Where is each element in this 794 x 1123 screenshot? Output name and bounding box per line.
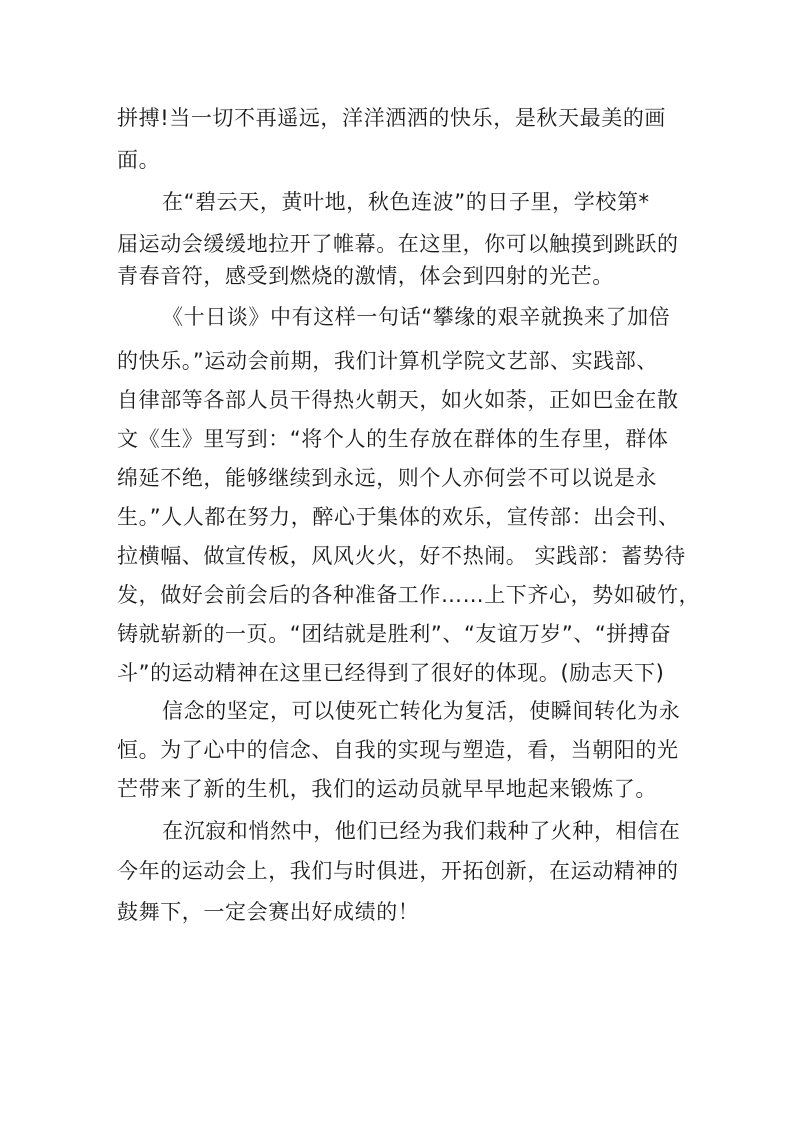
text-line: 芒带来了新的生机，我们的运动员就早早地起来锻炼了。 — [117, 777, 657, 801]
text-line: 自律部等各部人员干得热火朝天，如火如荼，正如巴金在散 — [117, 388, 679, 412]
paragraph-start-line: 信念的坚定，可以使死亡转化为复活，使瞬间转化为永 — [162, 699, 681, 723]
text-line: 铸就崭新的一页。“团结就是胜利”、“友谊万岁”、“拼搏奋 — [117, 622, 672, 646]
text-line: 绵延不绝，能够继续到永远，则个人亦何尝不可以说是永 — [117, 466, 657, 490]
text-line: 今年的运动会上，我们与时俱进，开拓创新，在运动精神的 — [117, 859, 679, 883]
text-line: 面。 — [117, 148, 161, 172]
text-line: 文《生》里写到：“将个人的生存放在群体的生存里，群体 — [117, 427, 669, 451]
paragraph-start-line: 在沉寂和悄然中，他们已经为我们栽种了火种，相信在 — [162, 819, 681, 843]
text-line: 发，做好会前会后的各种准备工作……上下齐心，势如破竹， — [117, 583, 701, 607]
text-line: 青春音符，感受到燃烧的激情，体会到四射的光芒。 — [117, 264, 614, 288]
text-line: 恒。为了心中的信念、自我的实现与塑造，看，当朝阳的光 — [117, 738, 679, 762]
text-line: 的快乐。”运动会前期，我们计算机学院文艺部、实践部、 — [117, 349, 658, 373]
text-line: 生。”人人都在努力，醉心于集体的欢乐，宣传部：出会刊、 — [117, 505, 680, 529]
text-line: 鼓舞下，一定会赛出好成绩的！ — [117, 900, 420, 924]
text-line: 届运动会缓缓地拉开了帷幕。在这里，你可以触摸到跳跃的 — [117, 232, 679, 256]
text-line: 拉横幅、做宣传板，风风火火，好不热闹。 实践部：蓄势待 — [117, 544, 686, 568]
text-line: 斗”的运动精神在这里已经得到了很好的体现。(励志天下) — [117, 661, 665, 685]
paragraph-start-line: 《十日谈》中有这样一句话“攀缘的艰辛就换来了加倍 — [162, 305, 671, 329]
text-line: 拼搏!当一切不再遥远，洋洋洒洒的快乐，是秋天最美的画 — [117, 106, 667, 130]
paragraph-start-line: 在“碧云天，黄叶地，秋色连波”的日子里，学校第* — [162, 190, 650, 214]
